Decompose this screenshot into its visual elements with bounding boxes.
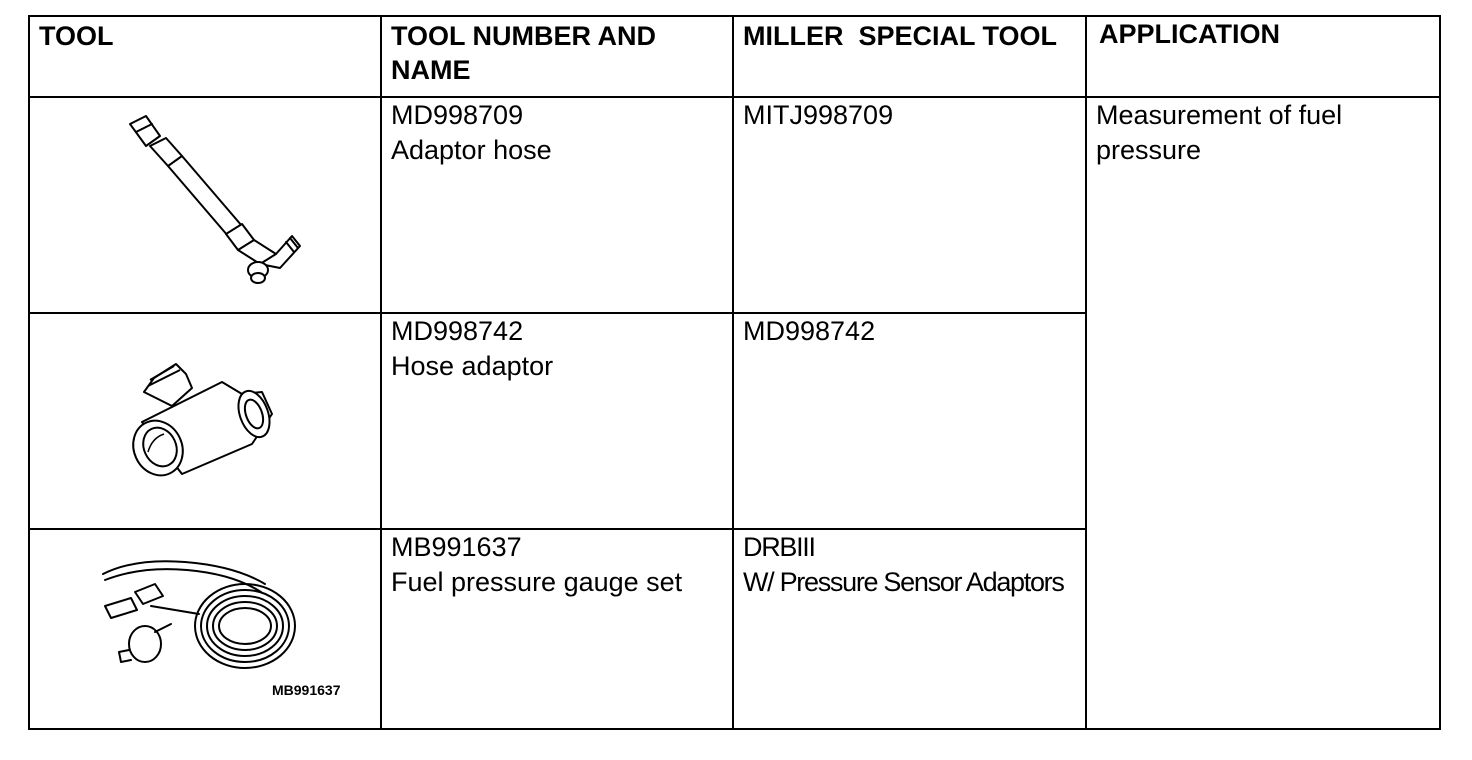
- row-2-miller-tool: [743, 314, 875, 349]
- row-1-tool-number-name: [391, 98, 552, 168]
- application-line1: Measurement of fuel: [1096, 100, 1343, 130]
- row-1-miller-line1: MITJ998709: [743, 100, 894, 130]
- column-divider-1: [380, 15, 382, 730]
- hose-adaptor-illustration: [122, 344, 282, 484]
- gauge-set-caption: MB991637: [272, 682, 341, 698]
- row-1-tool-name: Adaptor hose: [391, 135, 552, 165]
- row-1-tool-number: MD998709: [391, 100, 524, 130]
- row-3-tool-number: MB991637: [391, 532, 522, 562]
- row-3-miller-tool: [743, 530, 1064, 600]
- row-3-tool-name: Fuel pressure gauge set: [391, 567, 683, 597]
- row-divider-1: [28, 312, 1087, 314]
- header-tool: TOOL: [39, 21, 114, 51]
- header-application: APPLICATION: [1099, 19, 1280, 49]
- table-border-left: [28, 15, 30, 730]
- row-2-tool-number: MD998742: [391, 316, 524, 346]
- application-cell: [1096, 98, 1342, 168]
- table-border-right: [1439, 15, 1441, 730]
- row-2-tool-number-name: [391, 314, 553, 384]
- application-line2: pressure: [1096, 135, 1202, 165]
- column-divider-2: [732, 15, 734, 730]
- row-3-miller-line1: DRBIII: [743, 532, 815, 562]
- header-tool-number-line1: TOOL NUMBER AND: [391, 21, 657, 51]
- row-3-tool-number-name: [391, 530, 682, 600]
- row-2-tool-name: Hose adaptor: [391, 351, 554, 381]
- fuel-pressure-gauge-set-illustration: [95, 554, 315, 684]
- adaptor-hose-illustration: [110, 108, 320, 293]
- header-miller-special-tool: MILLER SPECIAL TOOL: [743, 21, 1058, 51]
- header-tool-number-and-name: [391, 19, 656, 87]
- row-2-miller-line1: MD998742: [743, 316, 876, 346]
- table-border-bottom: [28, 728, 1441, 730]
- row-1-miller-tool: [743, 98, 893, 133]
- column-divider-3: [1085, 15, 1087, 730]
- row-3-miller-line2: W/ Pressure Sensor Adaptors: [743, 567, 1064, 597]
- header-tool-number-line2: NAME: [391, 55, 471, 85]
